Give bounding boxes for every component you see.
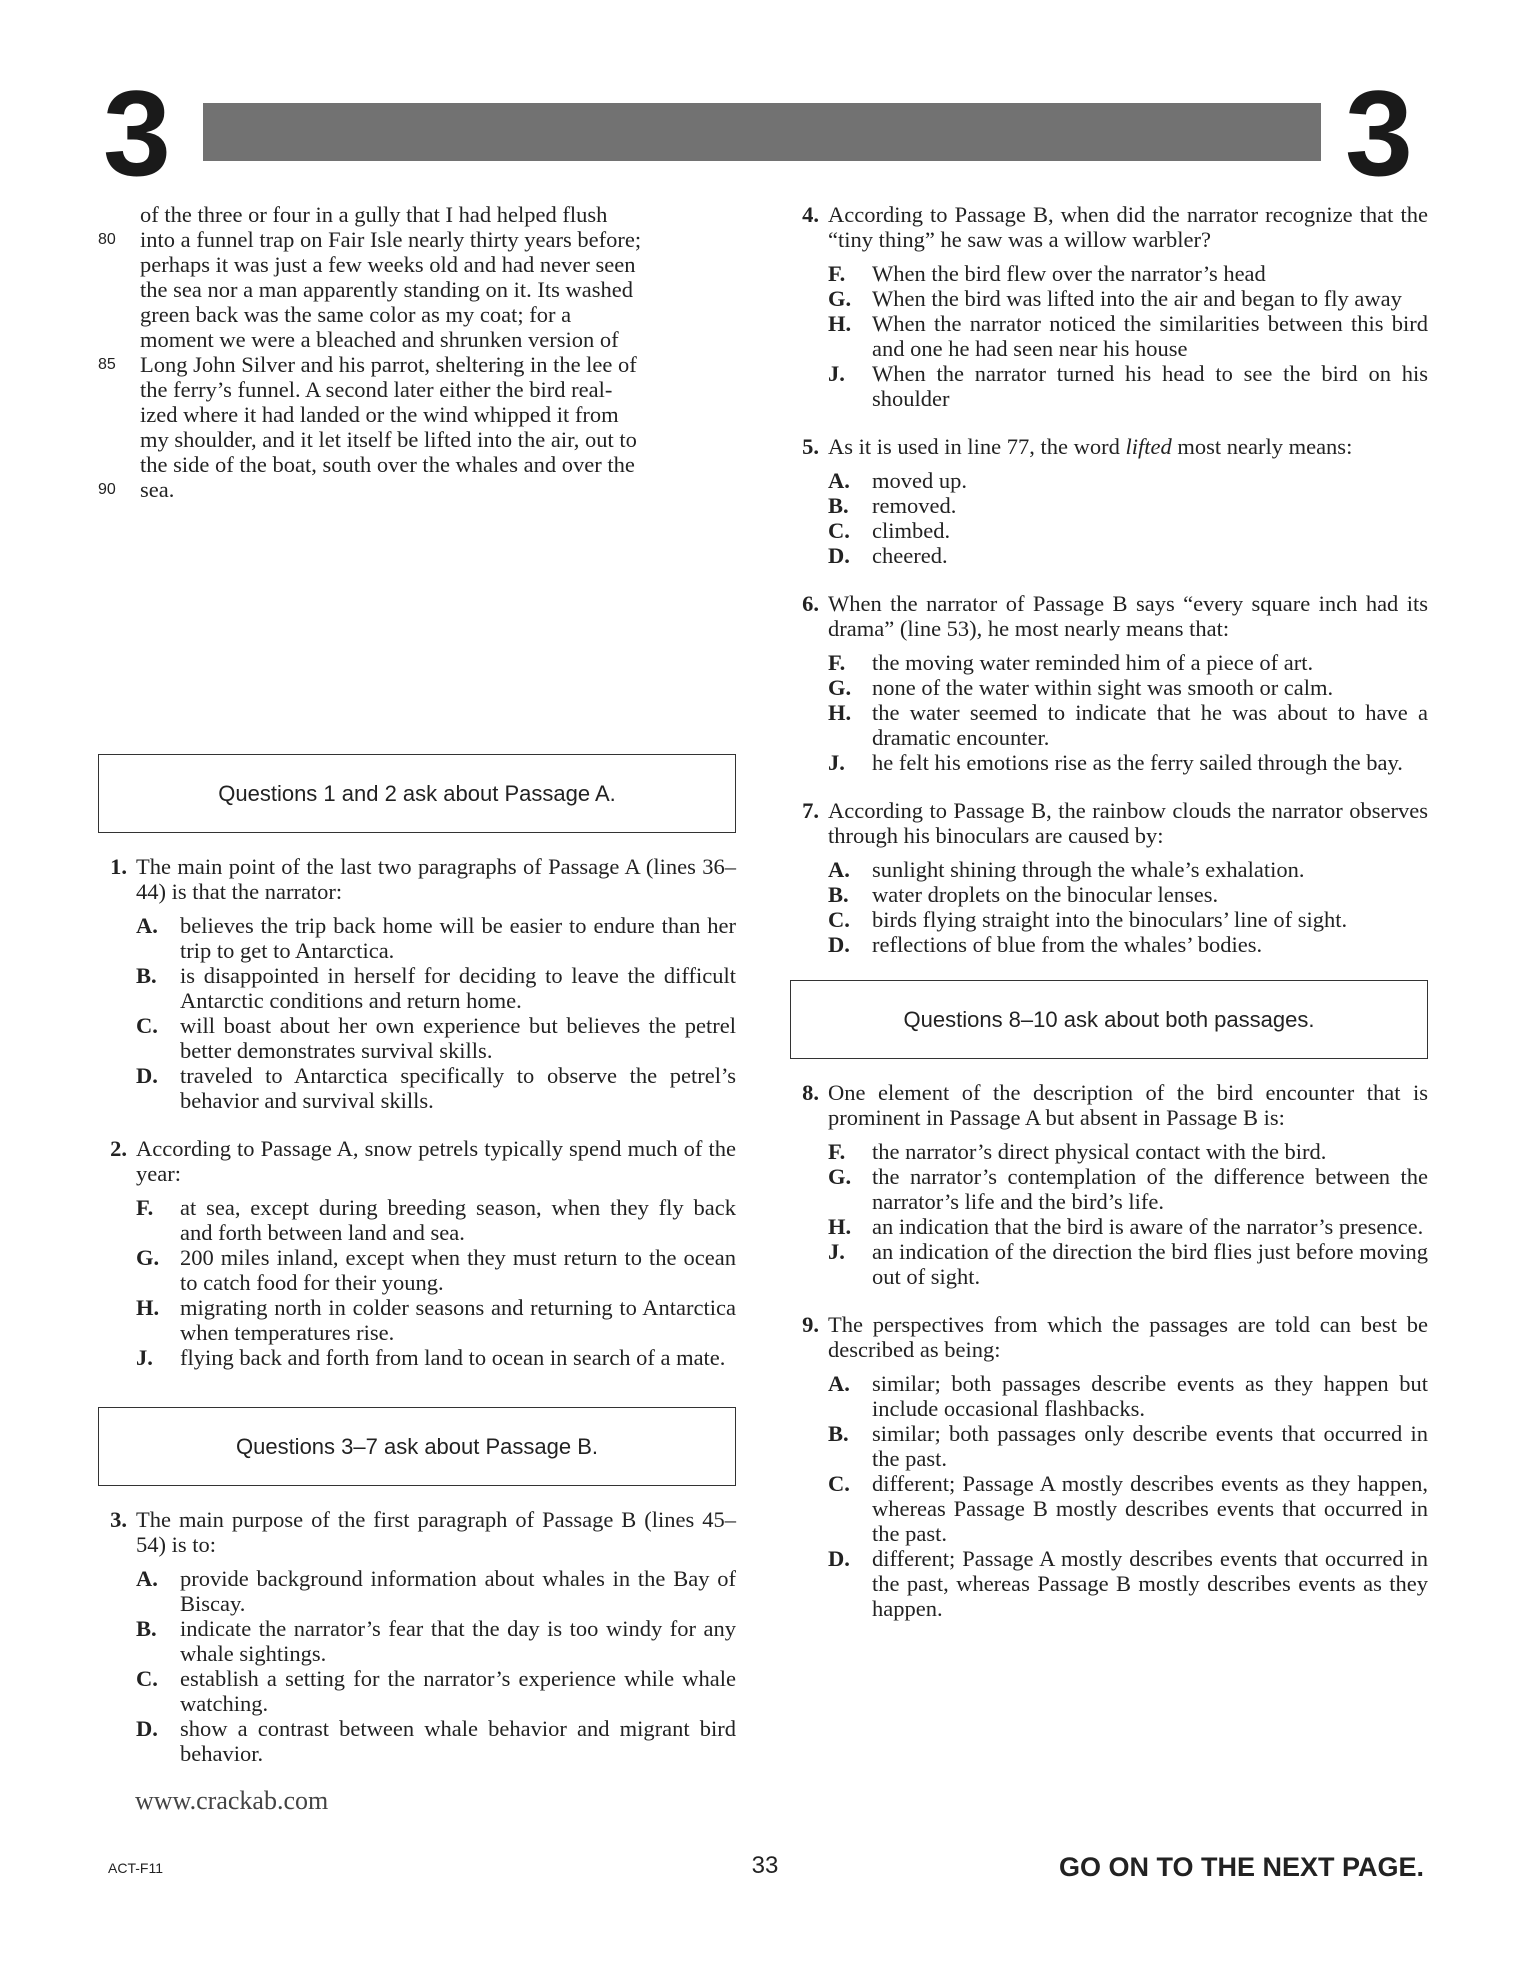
option-text: climbed. xyxy=(872,518,951,543)
passage-line-text: ized where it had landed or the wind whipped it from xyxy=(140,402,619,427)
option-text: different; Passage A mostly describes events as they happen, whereas Passage B mostly describes events that occurred in the past. xyxy=(872,1471,1428,1546)
answer-option xyxy=(828,675,1428,700)
watermark: www.crackab.com xyxy=(135,1786,329,1815)
option-text: migrating north in colder seasons and returning to Antarctica when temperatures rise. xyxy=(180,1295,736,1345)
option-text: believes the trip back home will be easier to endure than her trip to get to Antarctica. xyxy=(180,913,736,963)
option-letter: B. xyxy=(828,882,849,907)
option-letter: D. xyxy=(828,543,850,568)
question-9 xyxy=(790,1312,1428,1621)
passage-line xyxy=(140,377,736,402)
answer-option xyxy=(136,1013,736,1063)
question-number: 6. xyxy=(802,591,819,616)
passage-line xyxy=(140,277,736,302)
option-letter: H. xyxy=(136,1295,160,1320)
answer-options xyxy=(790,261,1428,411)
answer-option xyxy=(828,261,1428,286)
answer-option xyxy=(828,468,1428,493)
option-letter: A. xyxy=(136,1566,158,1591)
option-text: sunlight shining through the whale’s exhalation. xyxy=(872,857,1305,882)
option-letter: J. xyxy=(136,1345,153,1370)
question-number: 2. xyxy=(110,1136,127,1161)
answer-option xyxy=(828,1239,1428,1289)
option-letter: D. xyxy=(828,932,850,957)
option-text: flying back and forth from land to ocean in search of a mate. xyxy=(180,1345,726,1370)
left-column xyxy=(98,202,736,1766)
option-text: the narrator’s contemplation of the difference between the narrator’s life and the bird’s life. xyxy=(872,1164,1428,1214)
passage-line xyxy=(140,202,736,227)
option-letter: C. xyxy=(136,1666,158,1691)
passage-line-text: the sea nor a man apparently standing on it. Its washed xyxy=(140,277,633,302)
question-stem: The perspectives from which the passages are told can best be described as being: xyxy=(828,1312,1428,1362)
passage-line xyxy=(140,252,736,277)
passage-line-text: moment we were a bleached and shrunken version of xyxy=(140,327,619,352)
answer-option xyxy=(828,1471,1428,1546)
next-page-instruction: GO ON TO THE NEXT PAGE. xyxy=(1058,1852,1424,1882)
option-text: When the bird was lifted into the air and began to fly away xyxy=(872,286,1402,311)
answer-option xyxy=(828,1164,1428,1214)
passage-line xyxy=(98,352,736,377)
option-text: is disappointed in herself for deciding to leave the difficult Antarctic conditions and return home. xyxy=(180,963,736,1013)
answer-option xyxy=(136,1245,736,1295)
answer-options xyxy=(98,1195,736,1370)
option-letter: H. xyxy=(828,700,852,725)
option-letter: F. xyxy=(828,650,846,675)
question-stem: According to Passage A, snow petrels typically spend much of the year: xyxy=(136,1136,736,1186)
question-7 xyxy=(790,798,1428,957)
passage-line-text: of the three or four in a gully that I had helped flush xyxy=(140,202,608,227)
passage-line-text: into a funnel trap on Fair Isle nearly thirty years before; xyxy=(140,227,642,252)
passage-line xyxy=(140,302,736,327)
passage-line xyxy=(140,427,736,452)
passage-a-box-label: Questions 1 and 2 ask about Passage A. xyxy=(218,780,616,806)
answer-options xyxy=(790,468,1428,568)
both-passages-box-label: Questions 8–10 ask about both passages. xyxy=(903,1006,1315,1032)
option-letter: D. xyxy=(136,1063,158,1088)
option-letter: A. xyxy=(828,1371,850,1396)
option-letter: H. xyxy=(828,1214,852,1239)
question-stem: One element of the description of the bird encounter that is prominent in Passage A but absent in Passage B is: xyxy=(828,1080,1428,1130)
answer-option xyxy=(828,1546,1428,1621)
passage-line xyxy=(140,452,736,477)
question-stem: The main purpose of the first paragraph of Passage B (lines 45–54) is to: xyxy=(136,1507,736,1557)
question-3 xyxy=(98,1507,736,1766)
answer-option xyxy=(828,700,1428,750)
section-header-bar xyxy=(203,103,1321,161)
question-stem: When the narrator of Passage B says “every square inch had its drama” (line 53), he most nearly means that: xyxy=(828,591,1428,641)
answer-option xyxy=(828,1214,1428,1239)
passage-line-text: perhaps it was just a few weeks old and had never seen xyxy=(140,252,636,277)
passage-line-text: the side of the boat, south over the whales and over the xyxy=(140,452,635,477)
option-text: similar; both passages describe events as they happen but include occasional flashbacks. xyxy=(872,1371,1428,1421)
question-stem xyxy=(828,434,1428,459)
option-text: an indication of the direction the bird flies just before moving out of sight. xyxy=(872,1239,1428,1289)
question-number: 8. xyxy=(802,1080,819,1105)
option-text: removed. xyxy=(872,493,957,518)
option-letter: B. xyxy=(136,1616,157,1641)
option-letter: G. xyxy=(828,675,852,700)
option-text: an indication that the bird is aware of the narrator’s presence. xyxy=(872,1214,1424,1239)
section-number-right: 3 xyxy=(1345,65,1413,201)
question-stem-row xyxy=(790,1080,1428,1130)
option-letter: G. xyxy=(828,286,852,311)
both-passages-questions-box xyxy=(790,980,1428,1059)
option-text: show a contrast between whale behavior and migrant bird behavior. xyxy=(180,1716,736,1766)
option-letter: J. xyxy=(828,361,845,386)
question-stem-row xyxy=(98,1507,736,1557)
option-text: When the narrator noticed the similarities between this bird and one he had seen near his house xyxy=(872,311,1428,361)
line-number: 80 xyxy=(98,231,116,248)
question-stem-row xyxy=(98,1136,736,1186)
option-text: he felt his emotions rise as the ferry sailed through the bay. xyxy=(872,750,1403,775)
question-stem-row xyxy=(790,798,1428,848)
option-text: moved up. xyxy=(872,468,967,493)
passage-line xyxy=(98,477,736,502)
passage-b-questions-box xyxy=(98,1407,736,1486)
form-code: ACT-F11 xyxy=(108,1860,163,1876)
answer-option xyxy=(828,907,1428,932)
option-letter: C. xyxy=(828,1471,850,1496)
option-text: none of the water within sight was smooth or calm. xyxy=(872,675,1334,700)
line-number: 85 xyxy=(98,356,116,373)
answer-option xyxy=(828,1139,1428,1164)
option-text: different; Passage A mostly describes events that occurred in the past, whereas Passage B mostly describes events as they happen. xyxy=(872,1546,1428,1621)
option-letter: D. xyxy=(828,1546,850,1571)
question-number: 4. xyxy=(802,202,819,227)
option-letter: F. xyxy=(828,1139,846,1164)
answer-option xyxy=(828,882,1428,907)
answer-option xyxy=(828,493,1428,518)
option-text: at sea, except during breeding season, when they fly back and forth between land and sea. xyxy=(180,1195,736,1245)
option-text: reflections of blue from the whales’ bodies. xyxy=(872,932,1263,957)
option-letter: J. xyxy=(828,750,845,775)
answer-option xyxy=(136,1195,736,1245)
option-letter: C. xyxy=(828,518,850,543)
passage-line xyxy=(98,227,736,252)
option-text: indicate the narrator’s fear that the day is too windy for any whale sightings. xyxy=(180,1616,736,1666)
option-letter: G. xyxy=(828,1164,852,1189)
passage-line-text: my shoulder, and it let itself be lifted into the air, out to xyxy=(140,427,637,452)
option-text: the narrator’s direct physical contact with the bird. xyxy=(872,1139,1327,1164)
option-text: provide background information about whales in the Bay of Biscay. xyxy=(180,1566,736,1616)
answer-option xyxy=(136,1716,736,1766)
passage-line-text: Long John Silver and his parrot, sheltering in the lee of xyxy=(140,352,637,377)
answer-option xyxy=(136,1666,736,1716)
passage-line-text: sea. xyxy=(140,477,175,502)
option-letter: C. xyxy=(136,1013,158,1038)
question-number: 1. xyxy=(110,854,127,879)
option-letter: C. xyxy=(828,907,850,932)
passage-a-questions-box xyxy=(98,754,736,833)
option-text: will boast about her own experience but believes the petrel better demonstrates survival skills. xyxy=(180,1013,736,1063)
question-stem: The main point of the last two paragraphs of Passage A (lines 36–44) is that the narrator: xyxy=(136,854,736,904)
answer-options xyxy=(790,650,1428,775)
answer-option xyxy=(136,1063,736,1113)
answer-option xyxy=(828,857,1428,882)
question-1 xyxy=(98,854,736,1113)
passage-line xyxy=(140,402,736,427)
stem-emphasis: lifted xyxy=(1125,434,1172,459)
question-4 xyxy=(790,202,1428,411)
question-number: 9. xyxy=(802,1312,819,1337)
option-letter: H. xyxy=(828,311,852,336)
answer-option xyxy=(828,286,1428,311)
right-column xyxy=(790,202,1428,1621)
answer-option xyxy=(828,932,1428,957)
option-letter: D. xyxy=(136,1716,158,1741)
answer-option xyxy=(136,1566,736,1616)
option-letter: B. xyxy=(828,1421,849,1446)
option-text: traveled to Antarctica specifically to observe the petrel’s behavior and survival skills. xyxy=(180,1063,736,1113)
question-stem-row xyxy=(790,591,1428,641)
option-letter: A. xyxy=(136,913,158,938)
option-text: similar; both passages only describe events that occurred in the past. xyxy=(872,1421,1428,1471)
option-text: establish a setting for the narrator’s experience while whale watching. xyxy=(180,1666,736,1716)
passage-b-box-label: Questions 3–7 ask about Passage B. xyxy=(235,1433,598,1459)
question-stem-row xyxy=(790,202,1428,252)
option-letter: G. xyxy=(136,1245,160,1270)
option-text: cheered. xyxy=(872,543,948,568)
answer-option xyxy=(828,650,1428,675)
option-text: When the narrator turned his head to see the bird on his shoulder xyxy=(872,361,1428,411)
stem-text: As it is used in line 77, the word xyxy=(828,434,1126,459)
question-number: 7. xyxy=(802,798,819,823)
question-stem: According to Passage B, when did the narrator recognize that the “tiny thing” he saw was a willow warbler? xyxy=(828,202,1428,252)
answer-options xyxy=(790,1139,1428,1289)
page-number: 33 xyxy=(751,1852,779,1879)
answer-option xyxy=(136,963,736,1013)
option-text: When the bird flew over the narrator’s head xyxy=(872,261,1266,286)
answer-option xyxy=(136,1345,736,1370)
passage-line xyxy=(140,327,736,352)
answer-option xyxy=(828,1371,1428,1421)
question-stem: According to Passage B, the rainbow clouds the narrator observes through his binoculars are caused by: xyxy=(828,798,1428,848)
option-text: the moving water reminded him of a piece of art. xyxy=(872,650,1314,675)
answer-options xyxy=(790,857,1428,957)
answer-option xyxy=(136,1295,736,1345)
option-text: birds flying straight into the binoculars’ line of sight. xyxy=(872,907,1348,932)
passage-text xyxy=(98,202,736,502)
answer-options xyxy=(98,913,736,1113)
question-stem-row xyxy=(98,854,736,904)
question-6 xyxy=(790,591,1428,775)
question-number: 3. xyxy=(110,1507,127,1532)
passage-line-text: the ferry’s funnel. A second later either the bird real- xyxy=(140,377,613,402)
option-text: water droplets on the binocular lenses. xyxy=(872,882,1219,907)
option-letter: A. xyxy=(828,468,850,493)
option-letter: B. xyxy=(828,493,849,518)
section-number-left: 3 xyxy=(103,65,171,201)
answer-option xyxy=(828,750,1428,775)
question-stem-row xyxy=(790,434,1428,459)
option-text: the water seemed to indicate that he was about to have a dramatic encounter. xyxy=(872,700,1428,750)
answer-option xyxy=(136,1616,736,1666)
option-letter: J. xyxy=(828,1239,845,1264)
answer-options xyxy=(790,1371,1428,1621)
answer-option xyxy=(828,361,1428,411)
question-2 xyxy=(98,1136,736,1370)
option-letter: F. xyxy=(136,1195,154,1220)
stem-text: most nearly means: xyxy=(1171,434,1353,459)
answer-option xyxy=(828,518,1428,543)
answer-option xyxy=(136,913,736,963)
option-letter: A. xyxy=(828,857,850,882)
question-8 xyxy=(790,1080,1428,1289)
answer-options xyxy=(98,1566,736,1766)
question-stem-row xyxy=(790,1312,1428,1362)
option-letter: F. xyxy=(828,261,846,286)
question-5 xyxy=(790,434,1428,568)
answer-option xyxy=(828,311,1428,361)
answer-option xyxy=(828,543,1428,568)
passage-line-text: green back was the same color as my coat; for a xyxy=(140,302,572,327)
line-number: 90 xyxy=(98,481,116,498)
answer-option xyxy=(828,1421,1428,1471)
option-text: 200 miles inland, except when they must return to the ocean to catch food for their young. xyxy=(180,1245,736,1295)
option-letter: B. xyxy=(136,963,157,988)
question-number: 5. xyxy=(802,434,819,459)
